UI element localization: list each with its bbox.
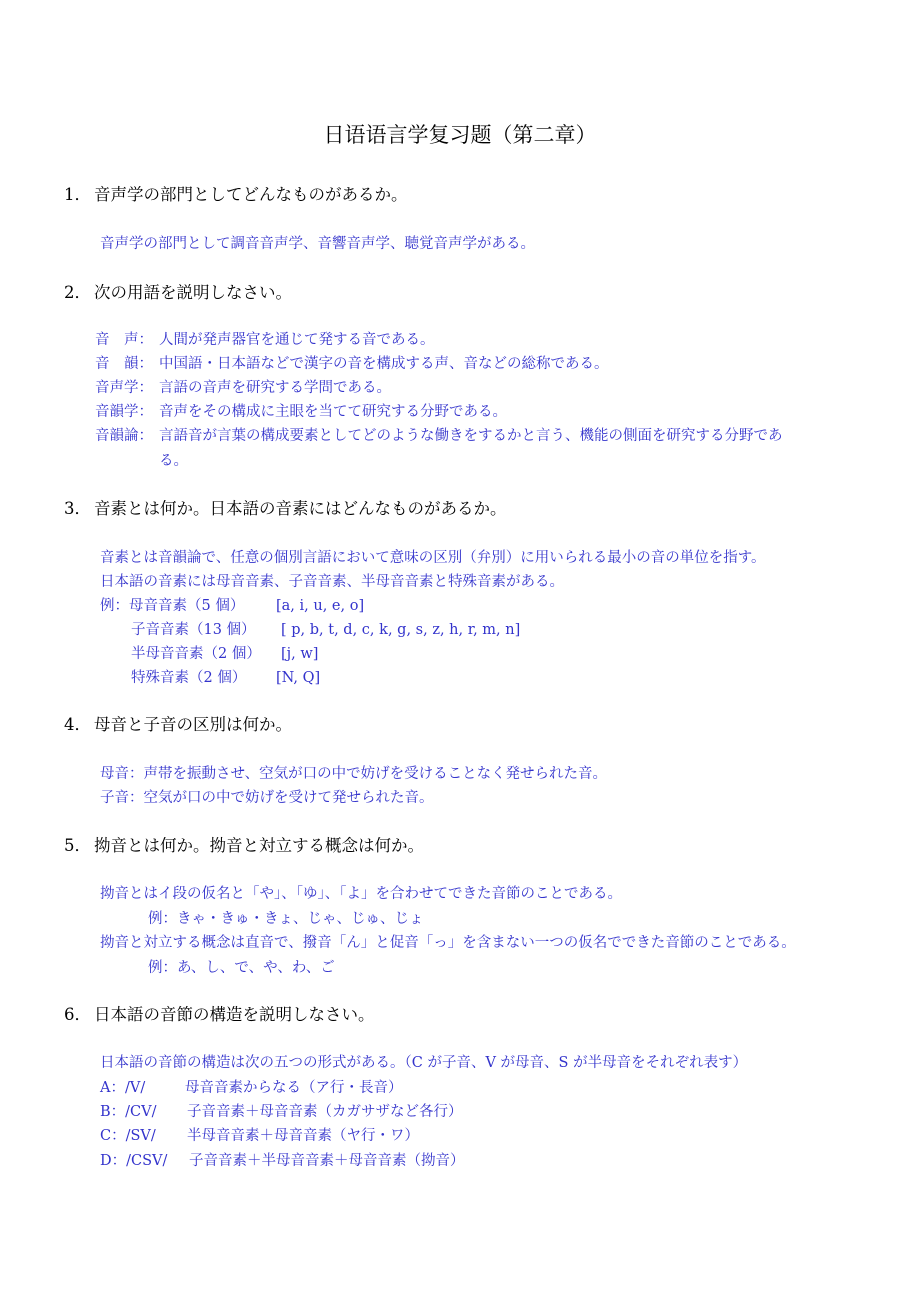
answer-5-line-1: 拗音とはイ段の仮名と「や」、「ゆ」、「よ」を合わせてできた音節のことである。	[100, 886, 622, 902]
syllable-form-desc: 子音音素＋母音音素（カガサザなど各行）	[187, 1104, 463, 1120]
question-5	[64, 835, 424, 857]
definition-item	[95, 354, 609, 374]
answer-3-line-1: 音素とは音韻論で、任意の個別言語において意味の区別（弁別）に用いられる最小の音の単位を指す。	[100, 550, 766, 566]
definition-item	[95, 330, 435, 350]
syllable-form-code: C：/SV/	[100, 1128, 156, 1144]
definition-continuation: る。	[159, 453, 188, 469]
example-value: [ p, b, t, d, c, k, g, s, z, h, r, m, n]	[281, 622, 521, 638]
question-text: 次の用語を説明しなさい。	[94, 283, 292, 302]
answer-1: 音声学の部門として調音音声学、音響音声学、聴覚音声学がある。	[100, 236, 535, 252]
answer-5-example-1: 例：きゃ・きゅ・きょ、じゃ、じゅ、じょ	[148, 911, 424, 927]
example-label: 半母音音素（2 個）	[131, 646, 261, 662]
definition-item	[95, 378, 391, 398]
definition-item	[95, 426, 783, 446]
question-4	[64, 714, 292, 736]
definition-desc: 人間が発声器官を通じて発する音である。	[159, 332, 435, 348]
question-text: 音素とは何か。日本語の音素にはどんなものがあるか。	[94, 499, 507, 518]
definition-term: 音韻論：	[95, 428, 153, 444]
example-label: 例：母音音素（5 個）	[100, 598, 245, 614]
question-number: 1．	[64, 185, 91, 204]
answer-3-line-2: 日本語の音素には母音音素、子音音素、半母音音素と特殊音素がある。	[100, 574, 564, 590]
question-number: 6．	[64, 1005, 91, 1024]
example-label: 特殊音素（2 個）	[131, 670, 247, 686]
answer-4-line-2: 子音：空気が口の中で妨げを受けて発せられた音。	[100, 790, 434, 806]
syllable-form-code: A：/V/	[100, 1080, 146, 1096]
question-1	[64, 184, 408, 206]
definition-desc: 言語音が言葉の構成要素としてどのような働きをするかと言う、機能の側面を研究する分野であ	[159, 428, 783, 444]
page-title: 日语语言学复习题（第二章）	[323, 123, 597, 147]
definition-term: 音 韻：	[95, 356, 153, 372]
definition-term: 音韻学：	[95, 404, 153, 420]
syllable-form-desc: 子音音素＋半母音音素＋母音音素（拗音）	[189, 1153, 465, 1169]
answer-6-intro: 日本語の音節の構造は次の五つの形式がある。（C が子音、V が母音、S が半母音をそれぞれ表す）	[100, 1055, 748, 1071]
question-text: 拗音とは何か。拗音と対立する概念は何か。	[94, 836, 424, 855]
definition-term: 音 声：	[95, 332, 153, 348]
question-text: 日本語の音節の構造を説明しなさい。	[94, 1005, 375, 1024]
answer-5-line-2: 拗音と対立する概念は直音で、撥音「ん」と促音「っ」を含まない一つの仮名でできた音節のことである。	[100, 935, 796, 951]
definition-desc: 言語の音声を研究する学問である。	[159, 380, 391, 396]
question-number: 4．	[64, 715, 91, 734]
syllable-form-code: D：/CSV/	[100, 1153, 168, 1169]
question-text: 音声学の部門としてどんなものがあるか。	[94, 185, 408, 204]
definition-term: 音声学：	[95, 380, 153, 396]
question-text: 母音と子音の区別は何か。	[94, 715, 292, 734]
example-value: [j, w]	[281, 646, 319, 662]
question-number: 2．	[64, 283, 91, 302]
question-2	[64, 282, 292, 304]
syllable-form-desc: 半母音音素＋母音音素（ヤ行・ワ）	[187, 1128, 419, 1144]
definition-desc: 中国語・日本語などで漢字の音を構成する声、音などの総称である。	[159, 356, 609, 372]
question-number: 5．	[64, 836, 91, 855]
answer-5-example-2: 例：あ、し、で、や、わ、ご	[148, 960, 335, 976]
answer-4-line-1: 母音：声帯を振動させ、空気が口の中で妨げを受けることなく発せられた音。	[100, 766, 608, 782]
example-label: 子音音素（13 個）	[131, 622, 256, 638]
example-value: [N, Q]	[276, 670, 321, 686]
question-3	[64, 498, 507, 520]
question-6	[64, 1004, 375, 1026]
syllable-form-desc: 母音音素からなる（ア行・長音）	[185, 1080, 403, 1096]
example-value: [a, i, u, e, o]	[276, 598, 365, 614]
definition-item	[95, 402, 507, 422]
syllable-form-code: B：/CV/	[100, 1104, 157, 1120]
definition-desc: 音声をその構成に主眼を当てて研究する分野である。	[159, 404, 507, 420]
question-number: 3．	[64, 499, 91, 518]
